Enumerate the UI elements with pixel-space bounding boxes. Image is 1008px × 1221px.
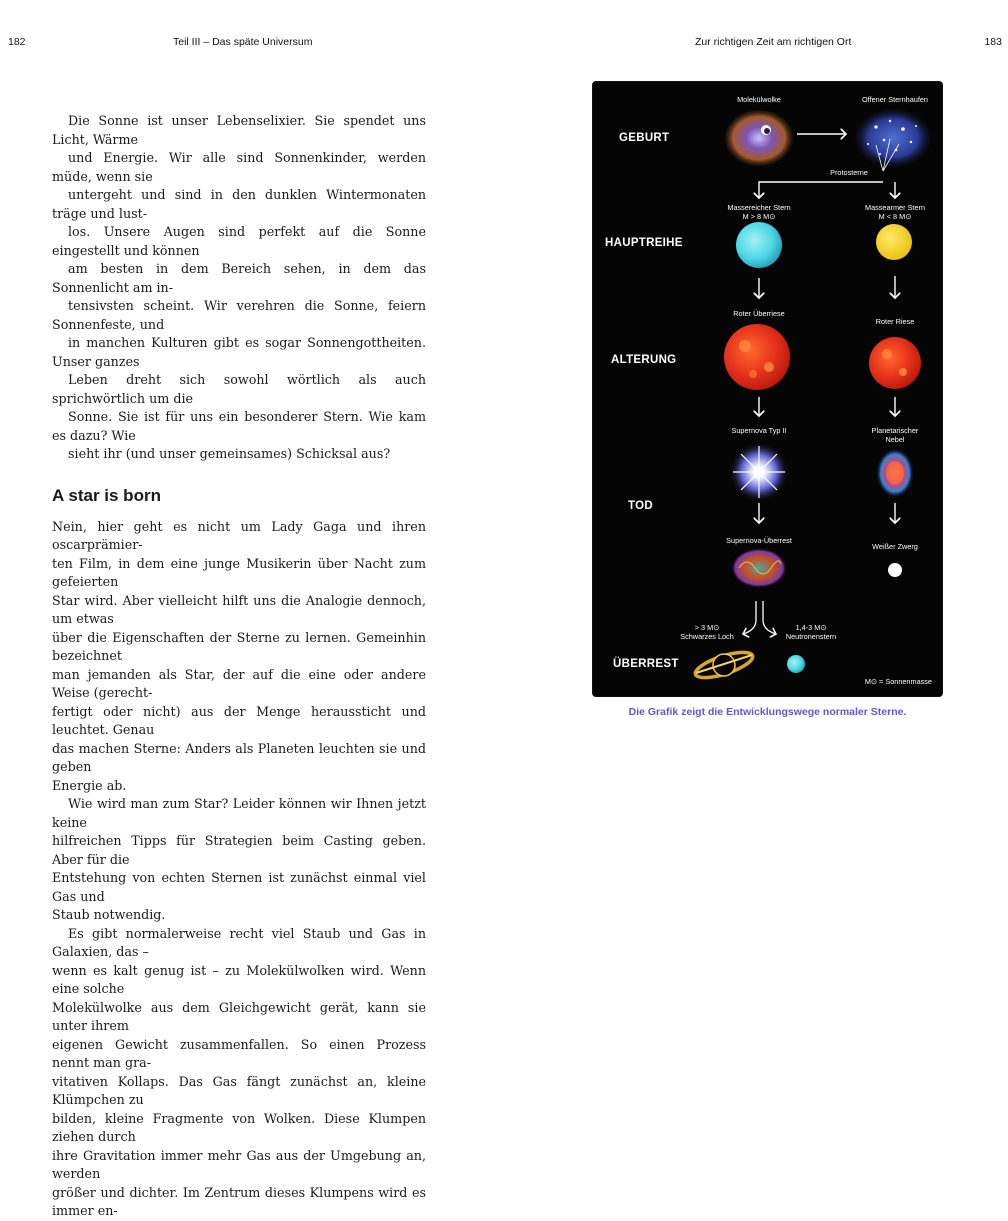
stage-label-death: TOD — [628, 500, 653, 512]
section-heading: A star is born — [52, 485, 161, 505]
label-neutron-star — [786, 624, 836, 641]
label-neutron-star-name: Neutronenstern — [785, 631, 837, 641]
label-black-hole-name: Schwarzes Loch — [680, 631, 734, 641]
text-line: Sonne. Sie ist für uns ein besonderer Stern. Wie kam es dazu? Wie — [52, 409, 426, 443]
stage-label-aging: ALTERUNG — [611, 354, 677, 366]
low-mass-star-icon — [876, 224, 912, 260]
text-line: untergeht und sind in den dunklen Wintermonaten träge und lust- — [52, 187, 426, 221]
label-massive-star-condition: M > 8 M⊙ — [742, 211, 776, 221]
white-dwarf-icon — [888, 563, 902, 577]
text-line: Molekülwolke aus dem Gleichgewicht gerät, kann sie unter ihrem — [52, 999, 426, 1033]
stage-label-birth: GEBURT — [619, 132, 670, 144]
label-low-mass-star — [865, 204, 925, 221]
text-line: und Energie. Wir alle sind Sonnenkinder, werden müde, wenn sie — [52, 150, 426, 184]
label-planetary-nebula-line2: Nebel — [885, 434, 905, 444]
label-red-supergiant: Roter Überriese — [733, 309, 785, 318]
text-line: hilfreichen Tipps für Strategien beim Casting geben. Aber für die — [52, 833, 426, 867]
text-line: in manchen Kulturen gibt es sogar Sonnengottheiten. Unser ganzes — [52, 335, 426, 369]
supernova-remnant-icon — [731, 548, 787, 588]
label-massive-star — [727, 204, 790, 221]
left-page-number: 182 — [8, 36, 26, 48]
text-line: sieht ihr (und unser gemeinsames) Schicksal aus? — [68, 446, 391, 461]
label-black-hole-condition: > 3 M⊙ — [694, 623, 720, 632]
text-line: los. Unsere Augen sind perfekt auf die Sonne eingestellt und können — [52, 224, 426, 258]
text-line: tensivsten scheint. Wir verehren die Sonne, feiern Sonnenfeste, und — [52, 298, 426, 332]
arrow-icon — [763, 601, 776, 634]
text-line: bilden, kleine Fragmente von Wolken. Diese Klumpen ziehen durch — [52, 1110, 426, 1144]
text-line: Leben dreht sich sowohl wörtlich als auch sprichwörtlich um die — [52, 372, 426, 406]
text-line: Es gibt normalerweise recht viel Staub und Gas in Galaxien, das – — [52, 925, 426, 959]
molecular-cloud-icon — [725, 110, 793, 166]
label-black-hole — [680, 624, 734, 641]
label-neutron-star-condition: 1,4-3 M⊙ — [795, 623, 827, 632]
text-line: Die Sonne ist unser Lebenselixier. Sie spendet uns Licht, Wärme — [52, 113, 426, 147]
label-planetary-nebula — [872, 427, 919, 444]
text-line: Nein, hier geht es nicht um Lady Gaga und ihren oscarprämier- — [52, 518, 426, 552]
text-line: Staub notwendig. — [52, 907, 166, 922]
legend-solar-mass: M⊙ = Sonnenmasse — [864, 677, 932, 686]
paragraph-molecular-clouds — [52, 925, 426, 1221]
arrow-icon — [743, 601, 756, 634]
label-protostars: Protosterne — [830, 168, 868, 177]
label-low-mass-star-name: Massearmer Stern — [864, 203, 926, 212]
text-line: Entstehung von echten Sternen ist zunächst einmal viel Gas und — [52, 870, 426, 904]
red-supergiant-icon — [724, 324, 790, 390]
open-cluster-icon — [855, 109, 931, 171]
massive-star-icon — [736, 222, 782, 268]
black-hole-icon — [693, 647, 756, 683]
figure-caption: Die Grafik zeigt die Entwicklungswege normaler Sterne. — [628, 706, 907, 718]
left-page-body — [52, 112, 426, 1221]
text-line: über die Eigenschaften der Sterne zu lernen. Gemeinhin bezeichnet — [52, 629, 426, 663]
label-open-cluster: Offener Sternhaufen — [862, 95, 928, 104]
right-running-title: Zur richtigen Zeit am richtigen Ort — [695, 36, 852, 48]
label-planetary-nebula-line1: Planetarischer — [871, 426, 919, 435]
stage-label-main-sequence: HAUPTREIHE — [605, 237, 683, 249]
text-line: ihre Gravitation immer mehr Gas aus der Umgebung an, werden — [52, 1147, 426, 1181]
arrow-icon — [759, 182, 883, 198]
label-massive-star-name: Massereicher Stern — [727, 203, 791, 212]
right-page-number: 183 — [984, 36, 1002, 48]
label-supernova: Supernova Typ II — [731, 426, 787, 435]
supernova-icon — [729, 442, 789, 502]
stage-label-remnant: ÜBERREST — [613, 658, 679, 670]
text-line: größer und dichter. Im Zentrum dieses Klumpens wird es immer en- — [52, 1184, 426, 1218]
text-line: man jemanden als Star, der auf die eine oder andere Weise (gerecht- — [52, 666, 426, 700]
left-running-title: Teil III – Das späte Universum — [173, 36, 313, 48]
text-line: Star wird. Aber vielleicht hilft uns die Analogie dennoch, um etwas — [52, 592, 426, 626]
stellar-evolution-diagram — [593, 82, 942, 696]
text-line: am besten in dem Bereich sehen, in dem das Sonnenlicht am in- — [52, 261, 426, 295]
label-white-dwarf: Weißer Zwerg — [872, 542, 918, 551]
text-line: vitativen Kollaps. Das Gas fängt zunächst an, kleine Klümpchen zu — [52, 1073, 426, 1107]
text-line: Wie wird man zum Star? Leider können wir Ihnen jetzt keine — [52, 796, 426, 830]
text-line: ten Film, in dem eine junge Musikerin über Nacht zum gefeierten — [52, 555, 426, 589]
diagram-graphics — [593, 82, 942, 696]
paragraph-lady-gaga — [52, 518, 426, 796]
text-line: Energie ab. — [52, 777, 127, 793]
text-line: eigenen Gewicht zusammenfallen. So einen Prozess nennt man gra- — [52, 1036, 426, 1070]
red-giant-icon — [869, 337, 921, 389]
text-line: das machen Sterne: Anders als Planeten leuchten sie und geben — [52, 740, 426, 774]
text-line: fertigt oder nicht) aus der Menge heraussticht und leuchtet. Genau — [52, 703, 426, 737]
label-low-mass-star-condition: M < 8 M⊙ — [878, 211, 912, 221]
paragraph-casting — [52, 795, 426, 925]
text-line: wenn es kalt genug ist – zu Molekülwolken wird. Wenn eine solche — [52, 962, 426, 996]
label-molecular-cloud: Molekülwolke — [737, 95, 781, 104]
planetary-nebula-icon — [876, 448, 914, 498]
paragraph-intro — [52, 112, 426, 464]
label-red-giant: Roter Riese — [875, 317, 915, 326]
neutron-star-icon — [787, 655, 805, 673]
label-supernova-remnant: Supernova-Überrest — [726, 536, 792, 545]
